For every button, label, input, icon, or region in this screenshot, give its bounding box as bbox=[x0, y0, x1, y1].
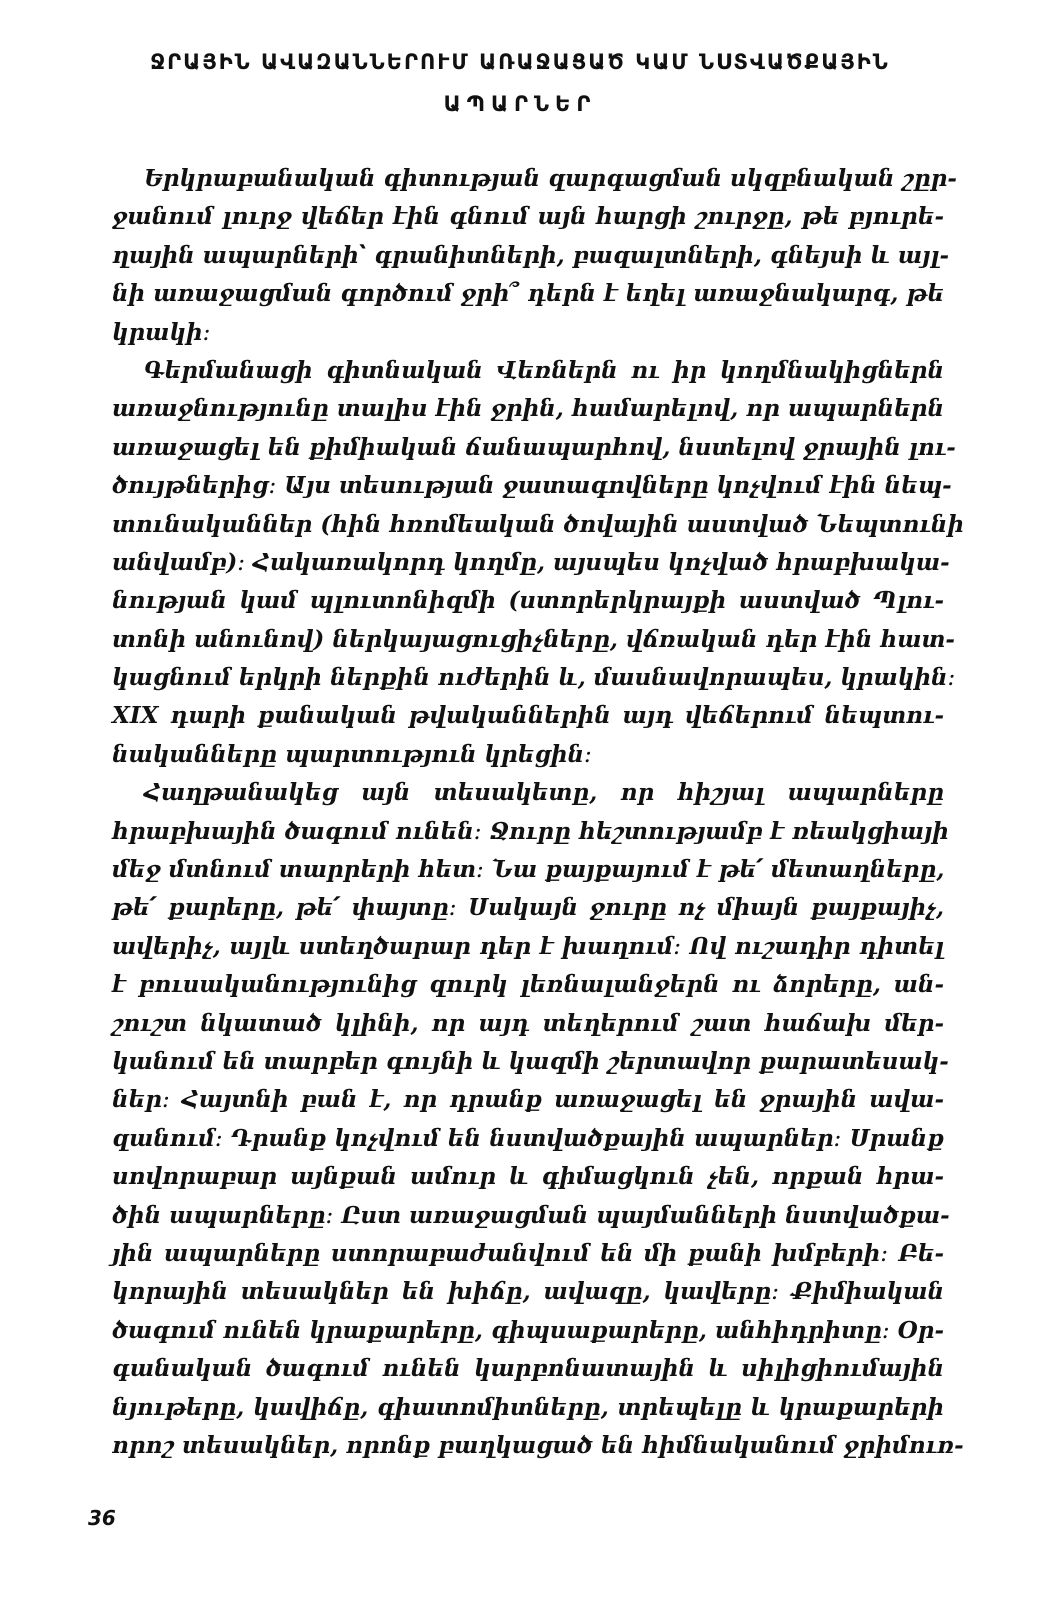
text-line: որոշ տեսակներ, որոնք բաղկացած են հիմնականում ջրիմուռ- bbox=[112, 1431, 964, 1459]
text-line: զանում։ Դրանք կոչվում են նստվածքային ապարներ։ Սրանք bbox=[112, 1124, 944, 1152]
text-line: առաջնությունը տալիս էին ջրին, համարելով, որ ապարներն bbox=[112, 395, 944, 423]
text-line: Երկրաբանական գիտության զարգացման սկզբնական շըր- bbox=[144, 165, 957, 192]
text-line: կանում են տարբեր գույնի և կազմի շերտավոր քարատեսակ- bbox=[112, 1047, 949, 1075]
text-line: ծին ապարները։ Ըստ առաջացման պայմանների նստվածքա- bbox=[112, 1201, 950, 1229]
text-line: ներ։ Հայտնի բան է, որ դրանք առաջացել են ջրային ավա- bbox=[112, 1086, 944, 1114]
text-line: կացնում երկրի ներքին ուժերին և, մասնավորապես, կրակին։ bbox=[112, 664, 956, 692]
text-line: նականները պարտություն կրեցին։ bbox=[112, 740, 592, 768]
text-line: հրաբխային ծագում ունեն։ Ջուրը հեշտությամբ է ռեակցիայի bbox=[112, 817, 949, 845]
text-line: տունականներ (հին հռոմեական ծովային աստված Նեպտունի bbox=[112, 510, 964, 538]
text-line: թե՛ քարերը, թե՛ փայտը։ Սակայն ջուրը ոչ միայն քայքայիչ, bbox=[112, 894, 944, 922]
text-line: շուշտ նկատած կլինի, որ այդ տեղերում շատ հաճախ մեր- bbox=[112, 1009, 944, 1037]
text-line: ծագում ունեն կրաքարերը, գիպսաքարերը, անհիդրիտը։ Օր- bbox=[112, 1316, 944, 1344]
text-line: կրակի։ bbox=[112, 318, 211, 346]
chapter-title-line-2: ԱՊԱՐՆԵՐ bbox=[443, 92, 597, 116]
text-line: տոնի անունով) ներկայացուցիչները, վճռական դեր էին հատ- bbox=[112, 625, 955, 653]
text-line: նյութերը, կավիճը, գիատոմիտները, տրեպելը և կրաքարերի bbox=[112, 1393, 944, 1421]
text-line: գանական ծագում ունեն կարբոնատային և սիլիցիումային bbox=[112, 1355, 944, 1383]
text-line: ղային ապարների՝ գրանիտների, բազալտների, գնեյսի և այլ- bbox=[112, 241, 950, 269]
body-text bbox=[112, 160, 964, 1465]
text-line: անվամբ)։ Հակառակորդ կողմը, այսպես կոչված հրաբխակա- bbox=[112, 548, 950, 576]
text-line: է բուսականությունից զուրկ լեռնալանջերն ու ձորերը, ան- bbox=[112, 971, 944, 999]
text-line: ջանում լուրջ վեճեր էին գնում այն հարցի շուրջը, թե բյուրե- bbox=[112, 203, 944, 231]
text-line: XIX դարի քանական թվականներին այդ վեճերում նեպտու- bbox=[112, 702, 944, 730]
text-line: յին ապարները ստորաբաժանվում են մի քանի խմբերի։ Բե- bbox=[112, 1239, 944, 1267]
text-line: Հաղթանակեց այն տեսակետը, որ հիշյալ ապարները bbox=[144, 779, 944, 807]
text-line: Գերմանացի գիտնական Վեռներն ու իր կողմնակիցներն bbox=[144, 356, 944, 384]
text-line: նության կամ պլուտոնիզմի (ստորերկրայքի աստված Պլու- bbox=[112, 587, 944, 615]
text-line: սովորաբար այնքան ամուր և գիմացկուն չեն, որքան հրա- bbox=[112, 1163, 944, 1191]
text-line: ավերիչ, այլև ստեղծարար դեր է խաղում։ Ով ուշադիր դիտել bbox=[112, 932, 944, 960]
chapter-title-line-1: ՋՐԱՅԻՆ ԱՎԱԶԱՆՆԵՐՈՒՄ ԱՌԱՋԱՑԱԾ ԿԱՄ ՆՍՏՎԱԾՔԱՅԻՆ bbox=[150, 50, 890, 74]
text-line: կորային տեսակներ են խիճը, ավազը, կավերը։ Քիմիական bbox=[112, 1278, 944, 1306]
text-line: նի առաջացման գործում ջրի՞ դերն է եղել առաջնակարգ, թե bbox=[112, 280, 945, 308]
text-line: առաջացել են քիմիական ճանապարհով, նստելով ջրային լու- bbox=[112, 433, 956, 461]
page-number: 36 bbox=[88, 1506, 116, 1530]
text-line: ծույթներից։ Այս տեսության ջատագովները կոչվում էին նեպ- bbox=[112, 472, 952, 500]
text-line: մեջ մտնում տարրերի հետ։ Նա քայքայում է թե՛ մետաղները, bbox=[112, 856, 945, 884]
